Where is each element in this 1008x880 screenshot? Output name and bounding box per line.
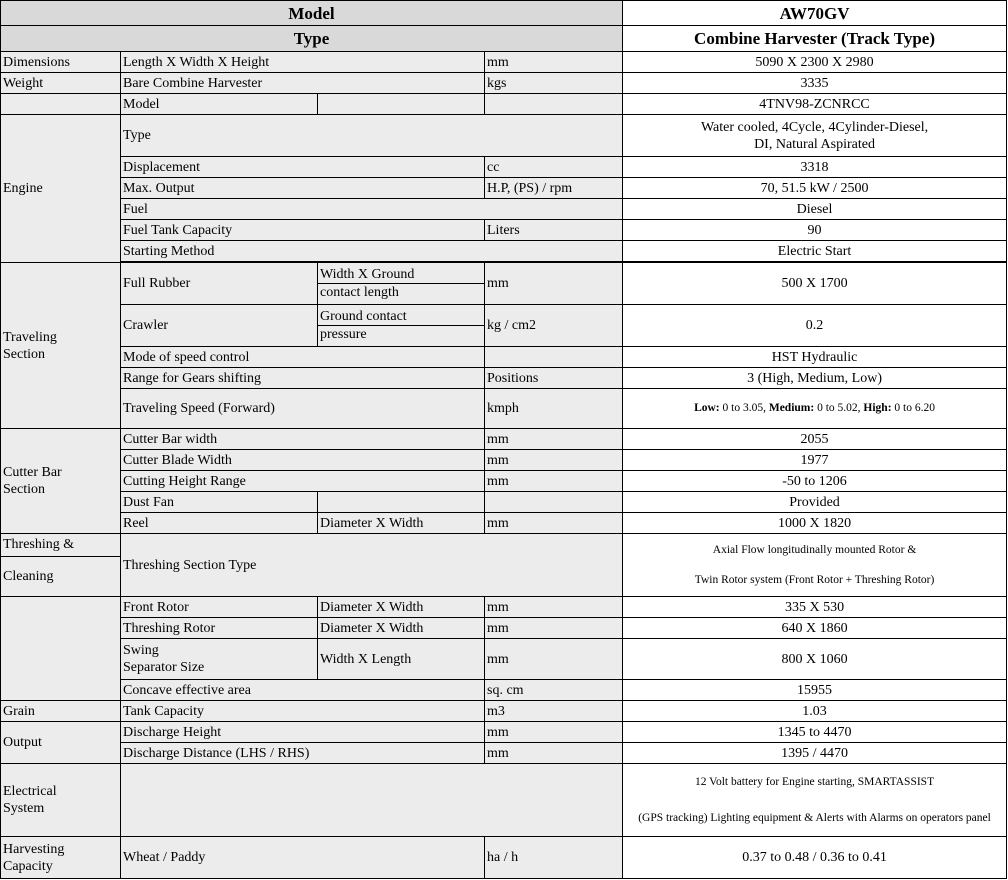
- value-dust-fan: Provided: [623, 492, 1007, 513]
- unit-discharge-height: mm: [485, 722, 623, 743]
- section-blank: [1, 94, 121, 115]
- item-bar-width: Cutter Bar width: [121, 429, 485, 450]
- item-weight: Bare Combine Harvester: [121, 73, 485, 94]
- value-electrical-line1: 12 Volt battery for Engine starting, SMARTASSIST: [694, 776, 935, 788]
- item-threshing-rotor: Threshing Rotor: [121, 618, 318, 639]
- value-fuel: Diesel: [623, 199, 1007, 220]
- speed-medium-label: Medium:: [768, 402, 815, 414]
- row-height-range: [1, 471, 1007, 492]
- item-electrical-blank: [121, 764, 623, 837]
- section-traveling-line2: Section: [3, 346, 45, 362]
- unit-harvesting: ha / h: [485, 837, 623, 879]
- sub-front-rotor: Diameter X Width: [318, 597, 485, 618]
- item-concave: Concave effective area: [121, 680, 485, 701]
- value-threshing-type-line2: Twin Rotor system (Front Rotor + Threshing Rotor): [694, 574, 935, 586]
- row-gears: [1, 368, 1007, 389]
- sub-reel: Diameter X Width: [318, 513, 485, 534]
- item-displacement: Displacement: [121, 157, 485, 178]
- value-speed-control: HST Hydraulic: [623, 347, 1007, 368]
- section-dimensions: Dimensions: [1, 52, 121, 73]
- item-engine-type: Type: [121, 115, 623, 157]
- item-speed: Traveling Speed (Forward): [121, 389, 485, 429]
- item-engine-model: Model: [121, 94, 318, 115]
- value-threshing-rotor: 640 X 1860: [623, 618, 1007, 639]
- section-electrical-line2: System: [3, 801, 45, 816]
- item-dust-fan: Dust Fan: [121, 492, 318, 513]
- value-engine-model: 4TNV98-ZCNRCC: [623, 94, 1007, 115]
- value-bar-width: 2055: [623, 429, 1007, 450]
- row-speed: [1, 389, 1007, 429]
- section-grain-line2: Output: [1, 722, 121, 764]
- value-crawler: 0.2: [623, 305, 1007, 347]
- row-starting: [1, 241, 1007, 262]
- item-crawler: Crawler: [121, 305, 318, 347]
- speed-low-label: Low:: [694, 402, 720, 414]
- item-front-rotor: Front Rotor: [121, 597, 318, 618]
- value-engine-type: [623, 115, 1007, 157]
- item-gears: Range for Gears shifting: [121, 368, 485, 389]
- value-electrical-line2: (GPS tracking) Lighting equipment & Alerts with Alarms on operators panel: [638, 812, 991, 824]
- row-fuel-tank: [1, 220, 1007, 241]
- value-tank: 1.03: [623, 701, 1007, 722]
- unit-weight: kgs: [485, 73, 623, 94]
- row-speed-control: [1, 347, 1007, 368]
- row-weight: [1, 73, 1007, 94]
- sub-blank: [318, 94, 485, 115]
- sub-swing: Width X Length: [318, 639, 485, 680]
- value-weight: 3335: [623, 73, 1007, 94]
- item-discharge-distance: Discharge Distance (LHS / RHS): [121, 743, 485, 764]
- section-harvesting-line1: Harvesting: [3, 841, 65, 857]
- value-starting: Electric Start: [623, 241, 1007, 262]
- item-harvesting: Wheat / Paddy: [121, 837, 485, 879]
- item-swing: [121, 639, 318, 680]
- unit-speed: kmph: [485, 389, 623, 429]
- row-threshing-rotor: [1, 618, 1007, 639]
- row-discharge-distance: [1, 743, 1007, 764]
- section-harvesting: [1, 837, 121, 879]
- section-threshing: [1, 534, 121, 597]
- section-cutter: [1, 429, 121, 534]
- sub-threshing-rotor: Diameter X Width: [318, 618, 485, 639]
- section-traveling: [1, 263, 121, 429]
- section-electrical: [1, 764, 121, 837]
- sub-crawler: [318, 305, 485, 347]
- item-tank: Tank Capacity: [121, 701, 485, 722]
- row-swing: [1, 639, 1007, 680]
- value-height-range: -50 to 1206: [623, 471, 1007, 492]
- unit-tank: m3: [485, 701, 623, 722]
- unit-speed-control-blank: [485, 347, 623, 368]
- row-dimensions: [1, 52, 1007, 73]
- row-electrical: [1, 764, 1007, 837]
- unit-dimensions: mm: [485, 52, 623, 73]
- item-max-output: Max. Output: [121, 178, 485, 199]
- speed-high-label: High:: [863, 402, 892, 414]
- item-dimensions: Length X Width X Height: [121, 52, 485, 73]
- section-traveling-line1: Traveling: [3, 329, 57, 345]
- item-blade-width: Cutter Blade Width: [121, 450, 485, 471]
- row-dust-fan: [1, 492, 1007, 513]
- row-crawler: [1, 305, 1007, 347]
- unit-max-output: H.P, (PS) / rpm: [485, 178, 623, 199]
- section-harvesting-line2: Capacity: [3, 858, 53, 874]
- value-threshing-type: [623, 534, 1007, 597]
- item-height-range: Cutting Height Range: [121, 471, 485, 492]
- item-fuel-tank: Fuel Tank Capacity: [121, 220, 485, 241]
- row-tank: [1, 701, 1007, 722]
- model-label: Model: [1, 1, 623, 26]
- value-fuel-tank: 90: [623, 220, 1007, 241]
- model-value: AW70GV: [623, 1, 1007, 26]
- item-swing-line2: Separator Size: [123, 660, 205, 675]
- item-full-rubber: Full Rubber: [121, 263, 318, 305]
- speed-high-value: 0 to 6.20: [891, 402, 935, 414]
- unit-front-rotor: mm: [485, 597, 623, 618]
- unit-reel: mm: [485, 513, 623, 534]
- unit-blank: [485, 94, 623, 115]
- unit-discharge-distance: mm: [485, 743, 623, 764]
- item-starting: Starting Method: [121, 241, 623, 262]
- item-speed-control: Mode of speed control: [121, 347, 485, 368]
- row-fuel: [1, 199, 1007, 220]
- section-cutter-line2: Section: [3, 482, 45, 497]
- value-reel: 1000 X 1820: [623, 513, 1007, 534]
- sub-full-rubber: [318, 263, 485, 305]
- unit-gears: Positions: [485, 368, 623, 389]
- section-electrical-line1: Electrical: [3, 784, 57, 799]
- row-harvesting: [1, 837, 1007, 879]
- value-displacement: 3318: [623, 157, 1007, 178]
- item-fuel: Fuel: [121, 199, 623, 220]
- header-row-model: [1, 1, 1007, 26]
- value-harvesting: 0.37 to 0.48 / 0.36 to 0.41: [623, 837, 1007, 879]
- section-threshing-line1: Threshing &: [1, 534, 120, 557]
- type-value: Combine Harvester (Track Type): [623, 26, 1007, 52]
- value-discharge-distance: 1395 / 4470: [623, 743, 1007, 764]
- value-engine-type-line2: DI, Natural Aspirated: [754, 136, 875, 152]
- value-threshing-type-line1: Axial Flow longitudinally mounted Rotor &: [712, 544, 917, 556]
- unit-blade-width: mm: [485, 450, 623, 471]
- unit-crawler: kg / cm2: [485, 305, 623, 347]
- sub-crawler-line1: Ground contact: [318, 308, 484, 326]
- section-grain-line1: Grain: [1, 701, 121, 722]
- value-dimensions: 5090 X 2300 X 2980: [623, 52, 1007, 73]
- value-front-rotor: 335 X 530: [623, 597, 1007, 618]
- value-concave: 15955: [623, 680, 1007, 701]
- row-engine-type: [1, 115, 1007, 157]
- speed-medium-value: 0 to 5.02,: [814, 402, 864, 414]
- unit-dust-fan-blank: [485, 492, 623, 513]
- unit-threshing-rotor: mm: [485, 618, 623, 639]
- unit-displacement: cc: [485, 157, 623, 178]
- speed-low-value: 0 to 3.05,: [719, 402, 769, 414]
- unit-full-rubber: mm: [485, 263, 623, 305]
- row-concave: [1, 680, 1007, 701]
- value-blade-width: 1977: [623, 450, 1007, 471]
- unit-concave: sq. cm: [485, 680, 623, 701]
- row-max-output: [1, 178, 1007, 199]
- row-front-rotor: [1, 597, 1007, 618]
- sub-dust-fan-blank: [318, 492, 485, 513]
- unit-fuel-tank: Liters: [485, 220, 623, 241]
- value-electrical: [623, 764, 1007, 837]
- unit-swing: mm: [485, 639, 623, 680]
- row-bar-width: [1, 429, 1007, 450]
- row-reel: [1, 513, 1007, 534]
- value-speed: [623, 389, 1007, 429]
- row-engine-model: [1, 94, 1007, 115]
- unit-bar-width: mm: [485, 429, 623, 450]
- sub-full-rubber-line2: contact length: [320, 285, 399, 300]
- sub-crawler-line2: pressure: [320, 327, 367, 342]
- row-displacement: [1, 157, 1007, 178]
- row-threshing-type: [1, 534, 1007, 597]
- row-full-rubber: [1, 263, 1007, 305]
- sub-full-rubber-line1: Width X Ground: [318, 266, 484, 284]
- item-discharge-height: Discharge Height: [121, 722, 485, 743]
- section-threshing-blank: [1, 597, 121, 701]
- value-full-rubber: 500 X 1700: [623, 263, 1007, 305]
- value-engine-type-line1: Water cooled, 4Cycle, 4Cylinder-Diesel,: [700, 119, 929, 135]
- value-gears: 3 (High, Medium, Low): [623, 368, 1007, 389]
- header-row-type: [1, 26, 1007, 52]
- value-max-output: 70, 51.5 kW / 2500: [623, 178, 1007, 199]
- section-weight: Weight: [1, 73, 121, 94]
- unit-height-range: mm: [485, 471, 623, 492]
- item-swing-line1: Swing: [123, 643, 159, 658]
- row-discharge-height: [1, 722, 1007, 743]
- section-threshing-line2: Cleaning: [3, 569, 54, 584]
- section-engine: Engine: [1, 115, 121, 263]
- row-blade-width: [1, 450, 1007, 471]
- section-cutter-line1: Cutter Bar: [3, 465, 62, 480]
- value-swing: 800 X 1060: [623, 639, 1007, 680]
- item-reel: Reel: [121, 513, 318, 534]
- item-threshing-type: Threshing Section Type: [121, 534, 623, 597]
- value-discharge-height: 1345 to 4470: [623, 722, 1007, 743]
- type-label: Type: [1, 26, 623, 52]
